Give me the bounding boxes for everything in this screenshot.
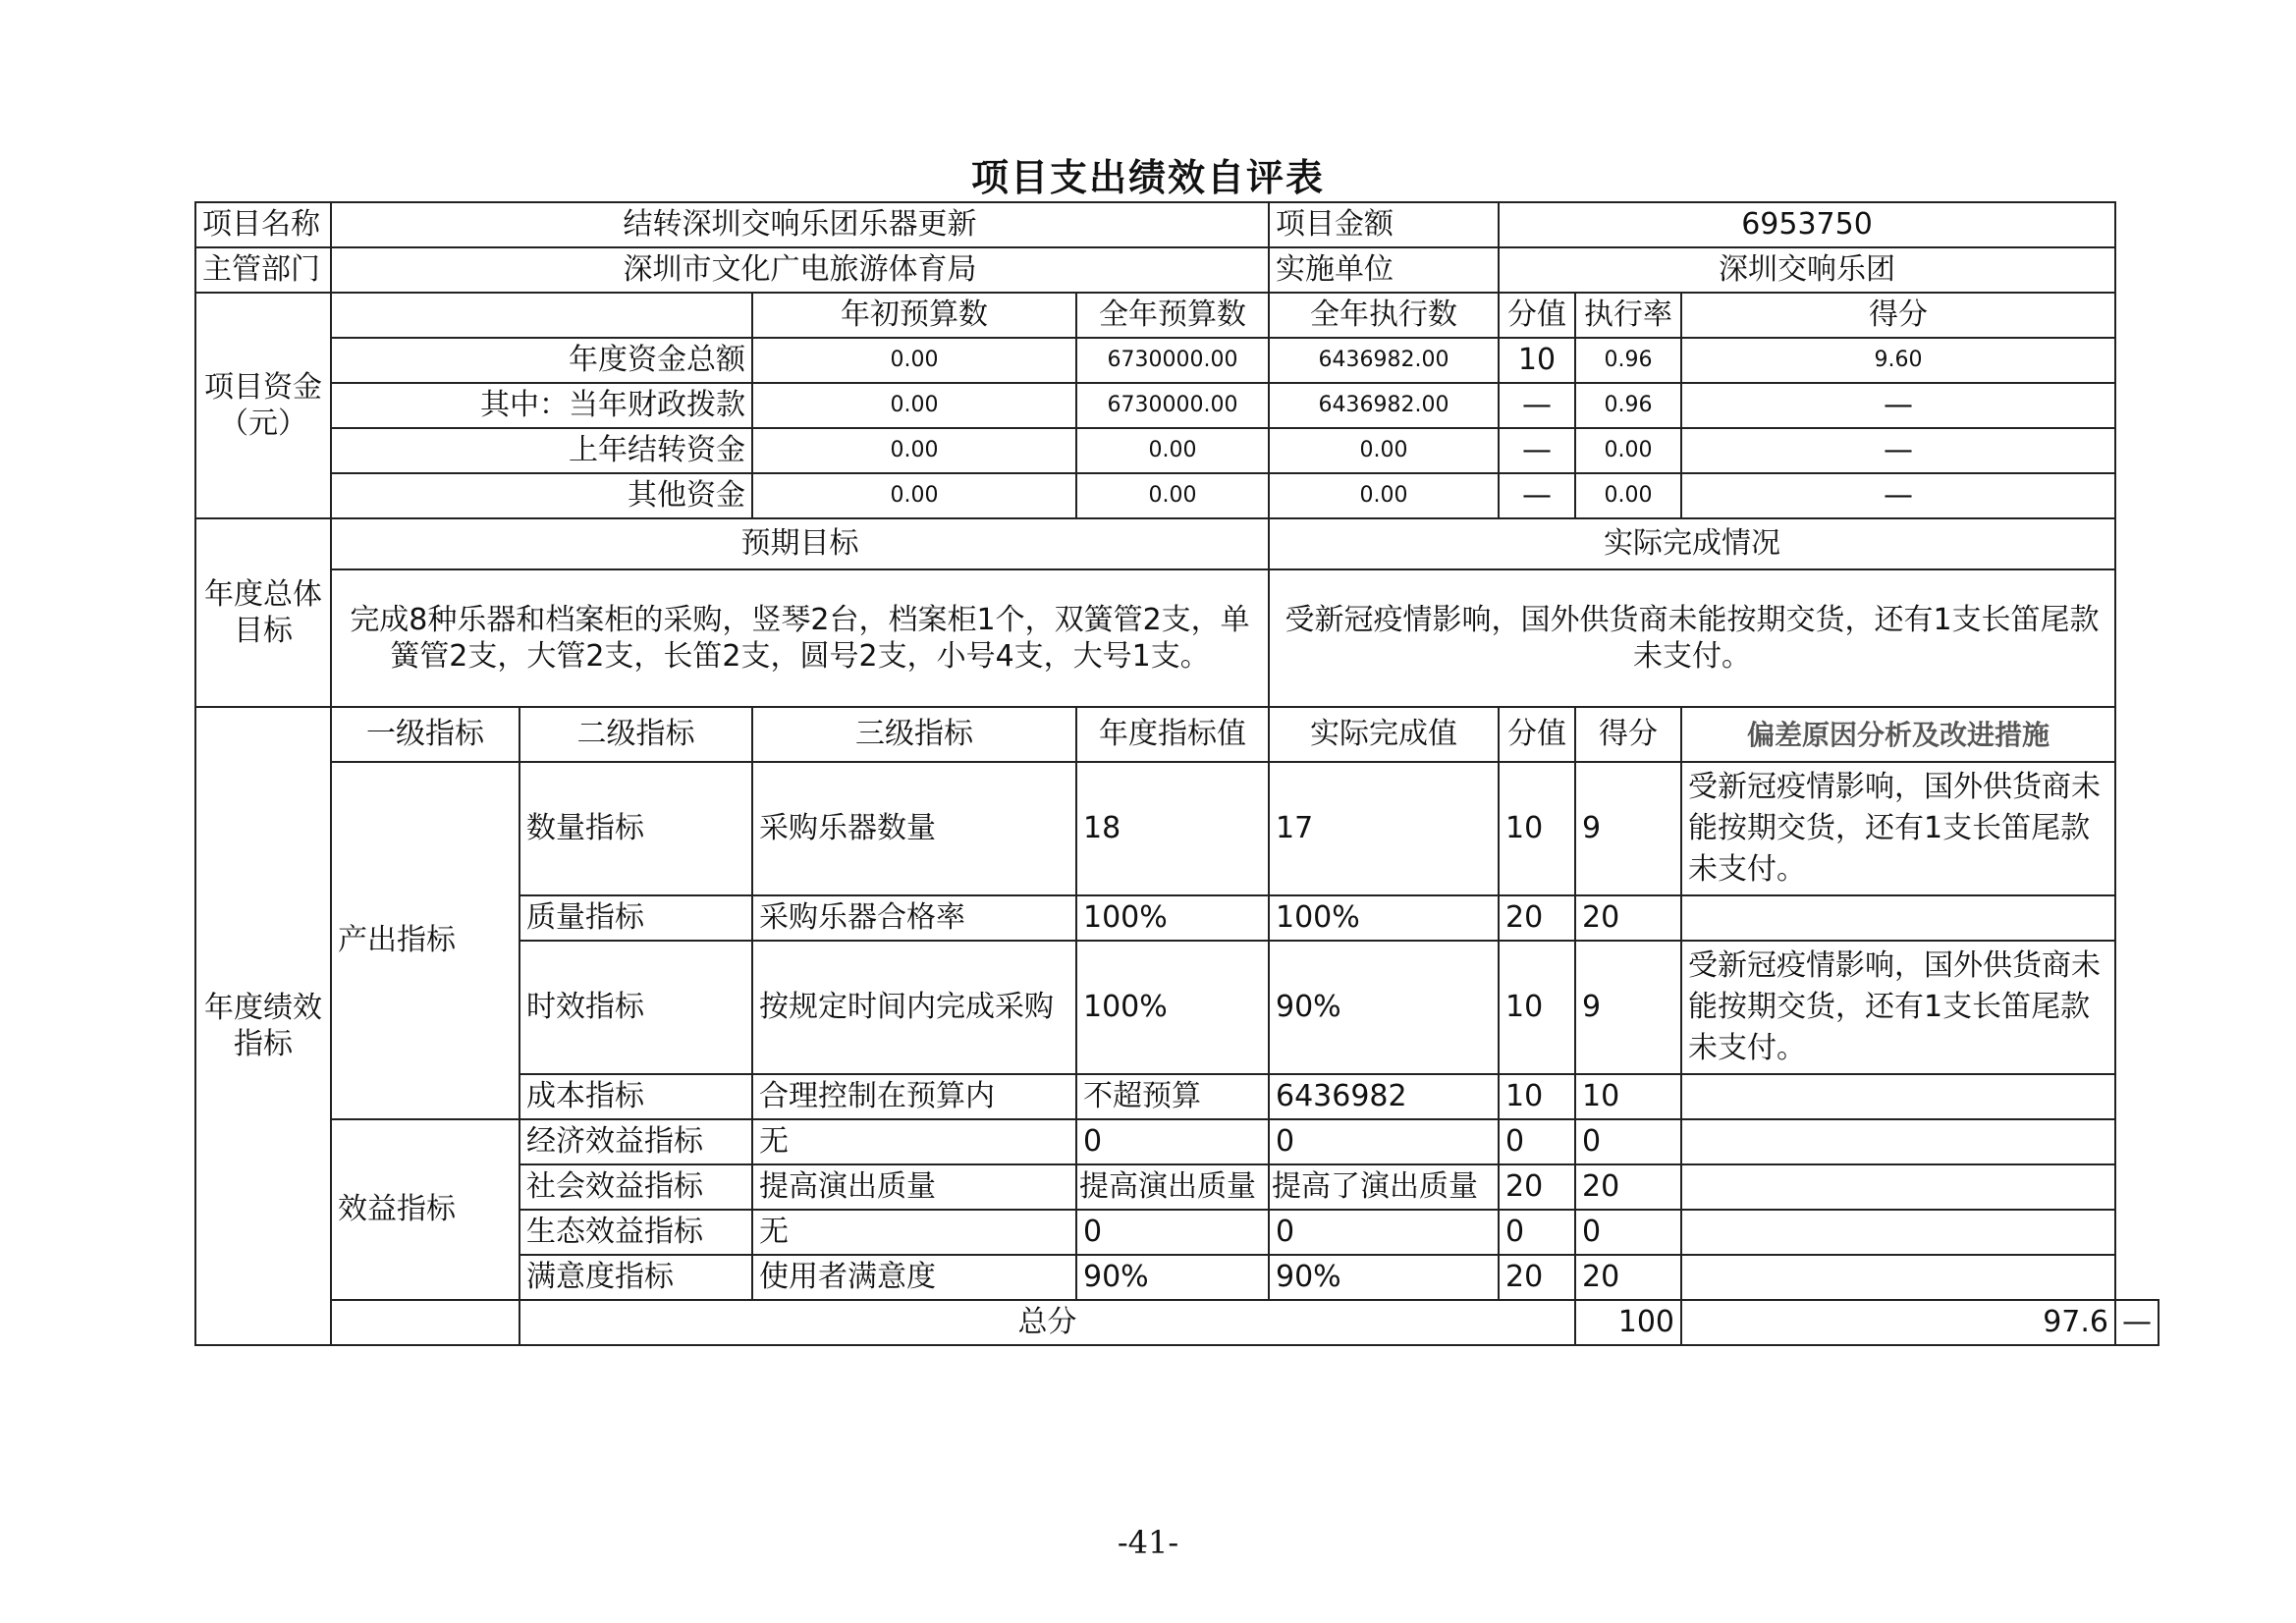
indicator-score: 9 — [1575, 941, 1681, 1074]
goals-expected-text: 完成8种乐器和档案柜的采购，竖琴2台，档案柜1个，双簧管2支，单簧管2支，大管2支，长笛2支，圆号2支，小号4支，大号1支。 — [331, 569, 1269, 707]
indicator-header-level1: 一级指标 — [331, 707, 519, 762]
indicator-level2: 质量指标 — [519, 895, 752, 941]
funds-row-score: — — [1681, 473, 2115, 518]
dept-value: 深圳市文化广电旅游体育局 — [331, 247, 1269, 293]
funds-row-annual: 0.00 — [1076, 428, 1269, 473]
indicator-weight: 10 — [1499, 1074, 1575, 1119]
indicator-weight: 20 — [1499, 1164, 1575, 1210]
indicator-weight: 0 — [1499, 1210, 1575, 1255]
funds-row-weight: 10 — [1499, 338, 1575, 383]
funds-row-executed: 6436982.00 — [1269, 383, 1499, 428]
unit-value: 深圳交响乐团 — [1499, 247, 2115, 293]
indicator-weight: 0 — [1499, 1119, 1575, 1164]
total-label: 总分 — [519, 1300, 1575, 1345]
funds-row-annual: 6730000.00 — [1076, 383, 1269, 428]
project-name-value: 结转深圳交响乐团乐器更新 — [331, 202, 1269, 247]
indicator-actual: 90% — [1269, 1255, 1499, 1300]
total-note: — — [2115, 1300, 2159, 1345]
funds-label — [195, 293, 331, 518]
indicator-actual: 0 — [1269, 1119, 1499, 1164]
indicator-actual: 100% — [1269, 895, 1499, 941]
indicator-actual: 90% — [1269, 941, 1499, 1074]
indicator-level3: 采购乐器数量 — [752, 762, 1076, 895]
indicator-target: 90% — [1076, 1255, 1269, 1300]
indicator-target: 18 — [1076, 762, 1269, 895]
funds-row-initial: 0.00 — [752, 428, 1076, 473]
indicator-level2: 生态效益指标 — [519, 1210, 752, 1255]
funds-row — [195, 473, 2159, 518]
funds-row-score: — — [1681, 428, 2115, 473]
indicator-score: 20 — [1575, 895, 1681, 941]
indicator-actual: 0 — [1269, 1210, 1499, 1255]
goals-label-line1: 年度总体 — [204, 576, 322, 612]
indicator-level3: 采购乐器合格率 — [752, 895, 1076, 941]
funds-row-weight: — — [1499, 428, 1575, 473]
funds-row-name: 其他资金 — [331, 473, 752, 518]
project-amount-label: 项目金额 — [1269, 202, 1499, 247]
indicator-score: 9 — [1575, 762, 1681, 895]
funds-row-executed: 0.00 — [1269, 428, 1499, 473]
indicators-label — [195, 707, 331, 1345]
funds-header-initial: 年初预算数 — [752, 293, 1076, 338]
goals-actual-text: 受新冠疫情影响，国外供货商未能按期交货，还有1支长笛尾款未支付。 — [1269, 569, 2115, 707]
goals-actual-header: 实际完成情况 — [1269, 518, 2115, 569]
indicator-actual: 提高了演出质量 — [1269, 1164, 1499, 1210]
total-row — [195, 1300, 2159, 1345]
indicator-level3: 按规定时间内完成采购 — [752, 941, 1076, 1074]
indicators-label-line1: 年度绩效 — [204, 990, 322, 1025]
indicator-level3: 无 — [752, 1210, 1076, 1255]
indicator-note — [1681, 1164, 2115, 1210]
indicator-note: 受新冠疫情影响，国外供货商未能按期交货，还有1支长笛尾款未支付。 — [1681, 941, 2115, 1074]
funds-header-weight: 分值 — [1499, 293, 1575, 338]
indicator-score: 0 — [1575, 1119, 1681, 1164]
indicator-actual: 6436982 — [1269, 1074, 1499, 1119]
funds-row — [195, 338, 2159, 383]
funds-row-initial: 0.00 — [752, 383, 1076, 428]
indicator-level2: 成本指标 — [519, 1074, 752, 1119]
funds-row-executed: 0.00 — [1269, 473, 1499, 518]
indicator-row — [195, 1119, 2159, 1164]
indicator-target: 0 — [1076, 1210, 1269, 1255]
indicator-note — [1681, 1255, 2115, 1300]
funds-header-blank — [331, 293, 752, 338]
indicator-header-note: 偏差原因分析及改进措施 — [1681, 707, 2115, 762]
funds-row — [195, 428, 2159, 473]
total-score: 97.6 — [1681, 1300, 2115, 1345]
indicator-header-level2: 二级指标 — [519, 707, 752, 762]
indicator-target: 提高演出质量 — [1076, 1164, 1269, 1210]
indicator-level3: 合理控制在预算内 — [752, 1074, 1076, 1119]
funds-header-executed: 全年执行数 — [1269, 293, 1499, 338]
dept-label: 主管部门 — [195, 247, 331, 293]
indicator-header-level3: 三级指标 — [752, 707, 1076, 762]
output-indicator-label: 产出指标 — [331, 762, 519, 1119]
project-amount-value: 6953750 — [1499, 202, 2115, 247]
indicator-actual: 17 — [1269, 762, 1499, 895]
funds-row-name: 年度资金总额 — [331, 338, 752, 383]
funds-row-rate: 0.00 — [1575, 428, 1681, 473]
funds-header-rate: 执行率 — [1575, 293, 1681, 338]
funds-label-line2: （元） — [219, 406, 307, 441]
indicator-weight: 20 — [1499, 895, 1575, 941]
indicator-score: 20 — [1575, 1164, 1681, 1210]
indicator-level3: 使用者满意度 — [752, 1255, 1076, 1300]
indicator-score: 0 — [1575, 1210, 1681, 1255]
funds-label-line1: 项目资金 — [204, 369, 322, 405]
indicator-target: 不超预算 — [1076, 1074, 1269, 1119]
performance-table — [194, 201, 2159, 1346]
indicator-level3: 提高演出质量 — [752, 1164, 1076, 1210]
funds-row-name: 其中：当年财政拨款 — [331, 383, 752, 428]
project-name-label: 项目名称 — [195, 202, 331, 247]
unit-label: 实施单位 — [1269, 247, 1499, 293]
indicator-level3: 无 — [752, 1119, 1076, 1164]
funds-header-score: 得分 — [1681, 293, 2115, 338]
benefit-indicator-label: 效益指标 — [331, 1119, 519, 1300]
funds-row-initial: 0.00 — [752, 473, 1076, 518]
indicator-target: 100% — [1076, 895, 1269, 941]
indicator-weight: 20 — [1499, 1255, 1575, 1300]
funds-row-executed: 6436982.00 — [1269, 338, 1499, 383]
funds-row-rate: 0.96 — [1575, 338, 1681, 383]
funds-row — [195, 383, 2159, 428]
indicator-header-actual: 实际完成值 — [1269, 707, 1499, 762]
funds-row-annual: 0.00 — [1076, 473, 1269, 518]
indicator-score: 10 — [1575, 1074, 1681, 1119]
page-number: -41- — [1117, 1524, 1179, 1561]
indicator-target: 0 — [1076, 1119, 1269, 1164]
indicator-header-target: 年度指标值 — [1076, 707, 1269, 762]
indicator-header-weight: 分值 — [1499, 707, 1575, 762]
goals-expected-header: 预期目标 — [331, 518, 1269, 569]
goals-label-line2: 目标 — [234, 614, 293, 648]
indicator-level2: 社会效益指标 — [519, 1164, 752, 1210]
funds-row-rate: 0.96 — [1575, 383, 1681, 428]
indicator-weight: 10 — [1499, 941, 1575, 1074]
indicator-level2: 经济效益指标 — [519, 1119, 752, 1164]
indicator-level2: 时效指标 — [519, 941, 752, 1074]
indicator-target: 100% — [1076, 941, 1269, 1074]
indicator-weight: 10 — [1499, 762, 1575, 895]
total-weight: 100 — [1575, 1300, 1681, 1345]
funds-row-initial: 0.00 — [752, 338, 1076, 383]
indicator-note: 受新冠疫情影响，国外供货商未能按期交货，还有1支长笛尾款未支付。 — [1681, 762, 2115, 895]
indicator-level2: 数量指标 — [519, 762, 752, 895]
indicator-note — [1681, 1210, 2115, 1255]
funds-header-annual: 全年预算数 — [1076, 293, 1269, 338]
total-blank — [331, 1300, 519, 1345]
indicators-label-line2: 指标 — [234, 1027, 293, 1061]
indicator-row — [195, 762, 2159, 895]
indicator-level2: 满意度指标 — [519, 1255, 752, 1300]
indicator-header-score: 得分 — [1575, 707, 1681, 762]
funds-row-weight: — — [1499, 473, 1575, 518]
indicator-note — [1681, 1074, 2115, 1119]
indicator-score: 20 — [1575, 1255, 1681, 1300]
indicator-note — [1681, 895, 2115, 941]
funds-row-annual: 6730000.00 — [1076, 338, 1269, 383]
funds-row-score: 9.60 — [1681, 338, 2115, 383]
goals-label — [195, 518, 331, 707]
funds-row-rate: 0.00 — [1575, 473, 1681, 518]
indicator-note — [1681, 1119, 2115, 1164]
funds-row-score: — — [1681, 383, 2115, 428]
funds-row-weight: — — [1499, 383, 1575, 428]
page-title: 项目支出绩效自评表 — [970, 156, 1325, 199]
funds-row-name: 上年结转资金 — [331, 428, 752, 473]
